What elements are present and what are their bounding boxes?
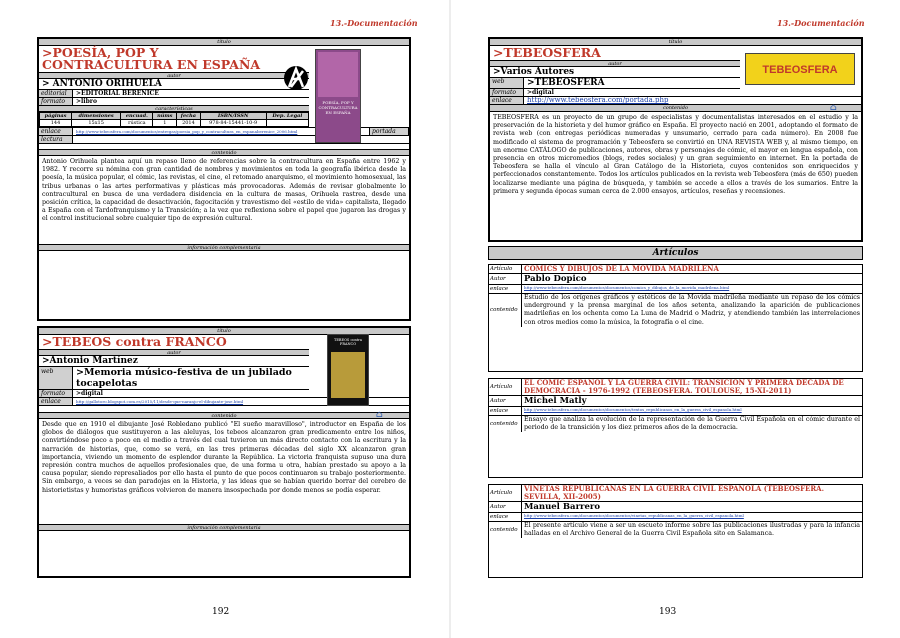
article-body: Estudio de los orígenes gráficos y estéticos de la Movida madrileña mediante un repaso de los cómics underground y la prensa marginal de los años setenta, analizando la aparición de publicaciones madrileñas en los ochenta como La Luna de Madrid o Madriz, y atendiendo también las interrelaciones con otros medios como la música, la fotografía o el cine.	[524, 294, 860, 326]
content-label: contenido	[39, 412, 409, 419]
format-value: >libro	[76, 98, 97, 105]
author-label: autor	[39, 349, 309, 356]
editorial-label: editorial	[39, 90, 73, 97]
format-value: >digital	[527, 89, 554, 96]
article-card: Artículo EL CÓMIC ESPAÑOL Y LA GUERRA CIVIL: TRANSICIÓN Y PRIMERA DÉCADA DE DEMOCRACIA - 1976-1992 (TEBEOSFERA. TOULOUSE, 15-XI-2011) Autor Michel Matly enlace http://www.tebeosfera.com/documentos/documentos/textos_republicanos_en_la_guerra_civil_espanola.html contenido Ensayo que analiza la evolución de la representación de la Guerra Civil Española en el cómic durante el periodo de la transición y los diez primeros años de la democracia.	[488, 378, 863, 478]
article-title: EL CÓMIC ESPAÑOL Y LA GUERRA CIVIL: TRANSICIÓN Y PRIMERA DÉCADA DE DEMOCRACIA - 1976-1992 (TEBEOSFERA. TOULOUSE, 15-XI-2011)	[524, 379, 844, 395]
article-author: Pablo Dopico	[524, 274, 587, 284]
card-author: >Varios Autores	[493, 67, 575, 77]
card-link[interactable]: http://www.tebeosfera.com/documentos/entregas/poesia_pop_y_contracultura_en_espanaberenice_2006.html	[76, 129, 298, 134]
author-label: autor	[39, 72, 309, 79]
web-value: >Memoria músico-festiva de un jubilado tocapelotas	[76, 367, 292, 389]
editorial-value: >EDITORIAL BERENICE	[76, 90, 159, 97]
card-body: TEBEOSFERA es un proyecto de un grupo de especialistas y documentalistas interesados en el estudio y la preservación de la historieta y del humor gráfico en España. El proyecto nació en 2001, adoptando el formato de revista web (con entregas periódicas numeradas y unsumario, cerrado para cada número). En 2008 fue modificado el sistema de programación y Tebeosfera se convirtió en UNA REVISTA WEB y, al mismo tiempo, en un enorme CATÁLOGO de publicaciones, autores, obras y personajes de cómic, el mayor en lengua española, con presencia en otros micromedios (blogs, redes sociales) y un gran seguimiento en internet. En la portada de Tebeosfera se halla el vínculo al Gran Catálogo de la Historieta, cuyos contenidos son enriquecidos y perfeccionados constantemente. Todos los artículos publicados en la revista web Tebeosfera (más de 650) pueden localizarse mediante una página de búsqueda, y también se accede a ellos a través de los sumarios. Entre la primera y segunda épocas suman cerca de 2.000 ensayos, artículos, reseñas y recensiones.	[493, 114, 858, 195]
cover-label: portada	[369, 128, 409, 135]
web-value: >TEBEOSFERA	[527, 78, 605, 88]
article-link[interactable]: http://www.tebeosfera.com/documentos/documentos/textos_republicanos_en_la_guerra_civil_espanola.html	[524, 407, 742, 412]
book-cover-image: POESÍA, POP Y CONTRACULTURA EN ESPAÑA	[315, 49, 361, 143]
home-icon[interactable]: ⌂	[376, 410, 383, 420]
section-header: 13.-Documentación	[777, 18, 865, 28]
card-title: >TEBEOS contra FRANCO	[42, 334, 227, 349]
format-label: formato	[39, 98, 73, 105]
card-body: Desde que en 1910 el dibujante José Robledano publicó "El sueño maravilloso", introductor en España de los globos de diálogos que sustituyeron a las aleluyas, los tebeos alcanzaron gran predicamento entre los niños, convirtiéndose poco a poco en el medio a través del cual tuvieron un más directo contacto con la escritura y la narración de historias, que, como se verá, en las tres primeras décadas del siglo XX alcanzaron gran importancia, viviendo un momento de esplendor durante la República. La victoria franquista supuso una dura represión contra muchos de aquellos profesionales que, de una forma u otra, habían prestado su apoyo a la causa popular, siendo represaliados por ello hasta el punto de que pocos continuaron su trabajo posteriormente. Sin embargo, a veces se dan paradojas en la Historia, y las ideas que se habían querido borrar del cerebro de historietistas y humoristas gráficos volvieron de manera insospechada por donde menos se podía esperar.	[42, 421, 406, 494]
title-label: título	[490, 39, 861, 46]
link-label: enlace	[39, 398, 73, 405]
author-label: autor	[490, 60, 740, 67]
section-header: 13.-Documentación	[330, 18, 418, 28]
info-label: información complementaria	[39, 524, 409, 531]
format-label: formato	[39, 390, 73, 397]
title-label: título	[39, 328, 409, 335]
web-label: web	[39, 367, 73, 389]
format-label: formato	[490, 89, 524, 96]
link-label: enlace	[490, 97, 524, 104]
article-link[interactable]: http://www.tebeosfera.com/documentos/documentos/vinetas_republicanas_en_la_guerra_civil_espanola.html	[524, 513, 744, 518]
reading-label: lectura	[39, 136, 73, 143]
page-number: 193	[659, 607, 677, 617]
anarchy-icon	[283, 65, 309, 91]
book-card-poesia	[37, 37, 411, 321]
content-label: contenido	[490, 105, 861, 112]
book-card-tebeos-franco	[37, 326, 411, 578]
info-label: información complementaria	[39, 244, 409, 251]
characteristics-table: páginas dimensiones encuad. núms fecha ISBN/ISSN Dep. Legal 144 15x15 rústica 1 2014 978-84-15441-10-9	[39, 112, 309, 127]
home-icon[interactable]: ⌂	[830, 103, 837, 113]
web-card-tebeosfera	[488, 37, 863, 242]
content-label: contenido	[39, 149, 409, 156]
book-cover-image: TEBEOS contra FRANCO	[327, 334, 369, 406]
card-author: >Antonio Martínez	[42, 356, 138, 366]
card-body: Antonio Orihuela plantea aquí un repaso lleno de referencias sobre la contracultura en España entre 1962 y 1982. Y recorre su nómina con gran cantidad de nombres y movimientos en toda la geografía ibérica desde la poesía, la música popular, el cómic, las revistas, el cine, el retomado anarquismo, el movimiento homosexual, las tribus urbanas o las artes performativas y plásticas más provocadoras. Además de revisar globalmente lo contracultural en busca de una verdadera disidencia en la cultura de masas, Orihuela rastrea, desde una posición crítica, la capacidad de desactivación, fagocitación y travestismo del «estilo de vida» capitalista, llegado a España con el Tardofranquismo y la Transición; a la vez que reflexiona sobre el papel que jugaron las drogas y el control institucional sobre cualquier tipo de expresión cultural.	[42, 158, 406, 223]
article-title: CÓMICS Y DIBUJOS DE LA MOVIDA MADRILEÑA	[524, 265, 719, 273]
card-author: > ANTONIO ORIHUELA	[42, 79, 162, 89]
title-label: título	[39, 39, 409, 46]
tebeosfera-logo: TEBEOSFERA	[745, 53, 855, 85]
article-body: El presente artículo viene a ser un escueto informe sobre las publicaciones ilustradas y para la infancia halladas en el Archivo General de la Guerra Civil Española sito en Salamanca.	[524, 522, 860, 538]
characteristics-label: características	[39, 105, 309, 112]
article-link[interactable]: http://www.tebeosfera.com/documentos/documentos/comics_y_dibujos_de_la_movida_madrilena.html	[524, 285, 730, 290]
article-card: Artículo VIÑETAS REPUBLICANAS EN LA GUERRA CIVIL ESPAÑOLA (TEBEOSFERA. SEVILLA, XII-2005) Autor Manuel Barrero enlace http://www.tebeosfera.com/documentos/documentos/vinetas_republicanas_en_la_guerra_civil_espanola.html contenido El presente artículo viene a ser un escueto informe sobre las publicaciones ilustradas y para la infancia halladas en el Archivo General de la Guerra Civil Española sito en Salamanca.	[488, 484, 863, 578]
web-label: web	[490, 78, 524, 88]
article-author: Manuel Barrero	[524, 502, 601, 512]
page-number: 192	[212, 607, 230, 617]
article-body: Ensayo que analiza la evolución de la representación de la Guerra Civil Española en el cómic durante el periodo de la transición y los diez primeros años de la democracia.	[524, 416, 860, 432]
articles-header: Artículos	[488, 246, 863, 260]
card-link[interactable]: http://gallotoro.blogspot.com.es/2015/11/desde-que-naranjo-el-dibujante-jose.html	[76, 399, 244, 404]
card-link[interactable]: http://www.tebeosfera.com/portada.php	[527, 97, 669, 104]
format-value: >digital	[76, 390, 103, 397]
article-title: VIÑETAS REPUBLICANAS EN LA GUERRA CIVIL ESPAÑOLA (TEBEOSFERA. SEVILLA, XII-2005)	[524, 485, 825, 501]
card-title: >TEBEOSFERA	[493, 45, 601, 60]
link-label: enlace	[39, 128, 73, 135]
article-author: Michel Matly	[524, 396, 587, 406]
article-card: Artículo CÓMICS Y DIBUJOS DE LA MOVIDA MADRILEÑA Autor Pablo Dopico enlace http://www.tebeosfera.com/documentos/documentos/comics_y_dibujos_de_la_movida_madrilena.html contenido Estudio de los orígenes gráficos y estéticos de la Movida madrileña mediante un repaso de los cómics underground y la prensa marginal de los años setenta, analizando la aparición de publicaciones madrileñas en los ochenta como La Luna de Madrid o Madriz, y atendiendo también las interrelaciones con otros medios como la música, la fotografía o el cine.	[488, 264, 863, 372]
card-title: >POESÍA, POP Y CONTRACULTURA EN ESPAÑA	[42, 45, 261, 72]
